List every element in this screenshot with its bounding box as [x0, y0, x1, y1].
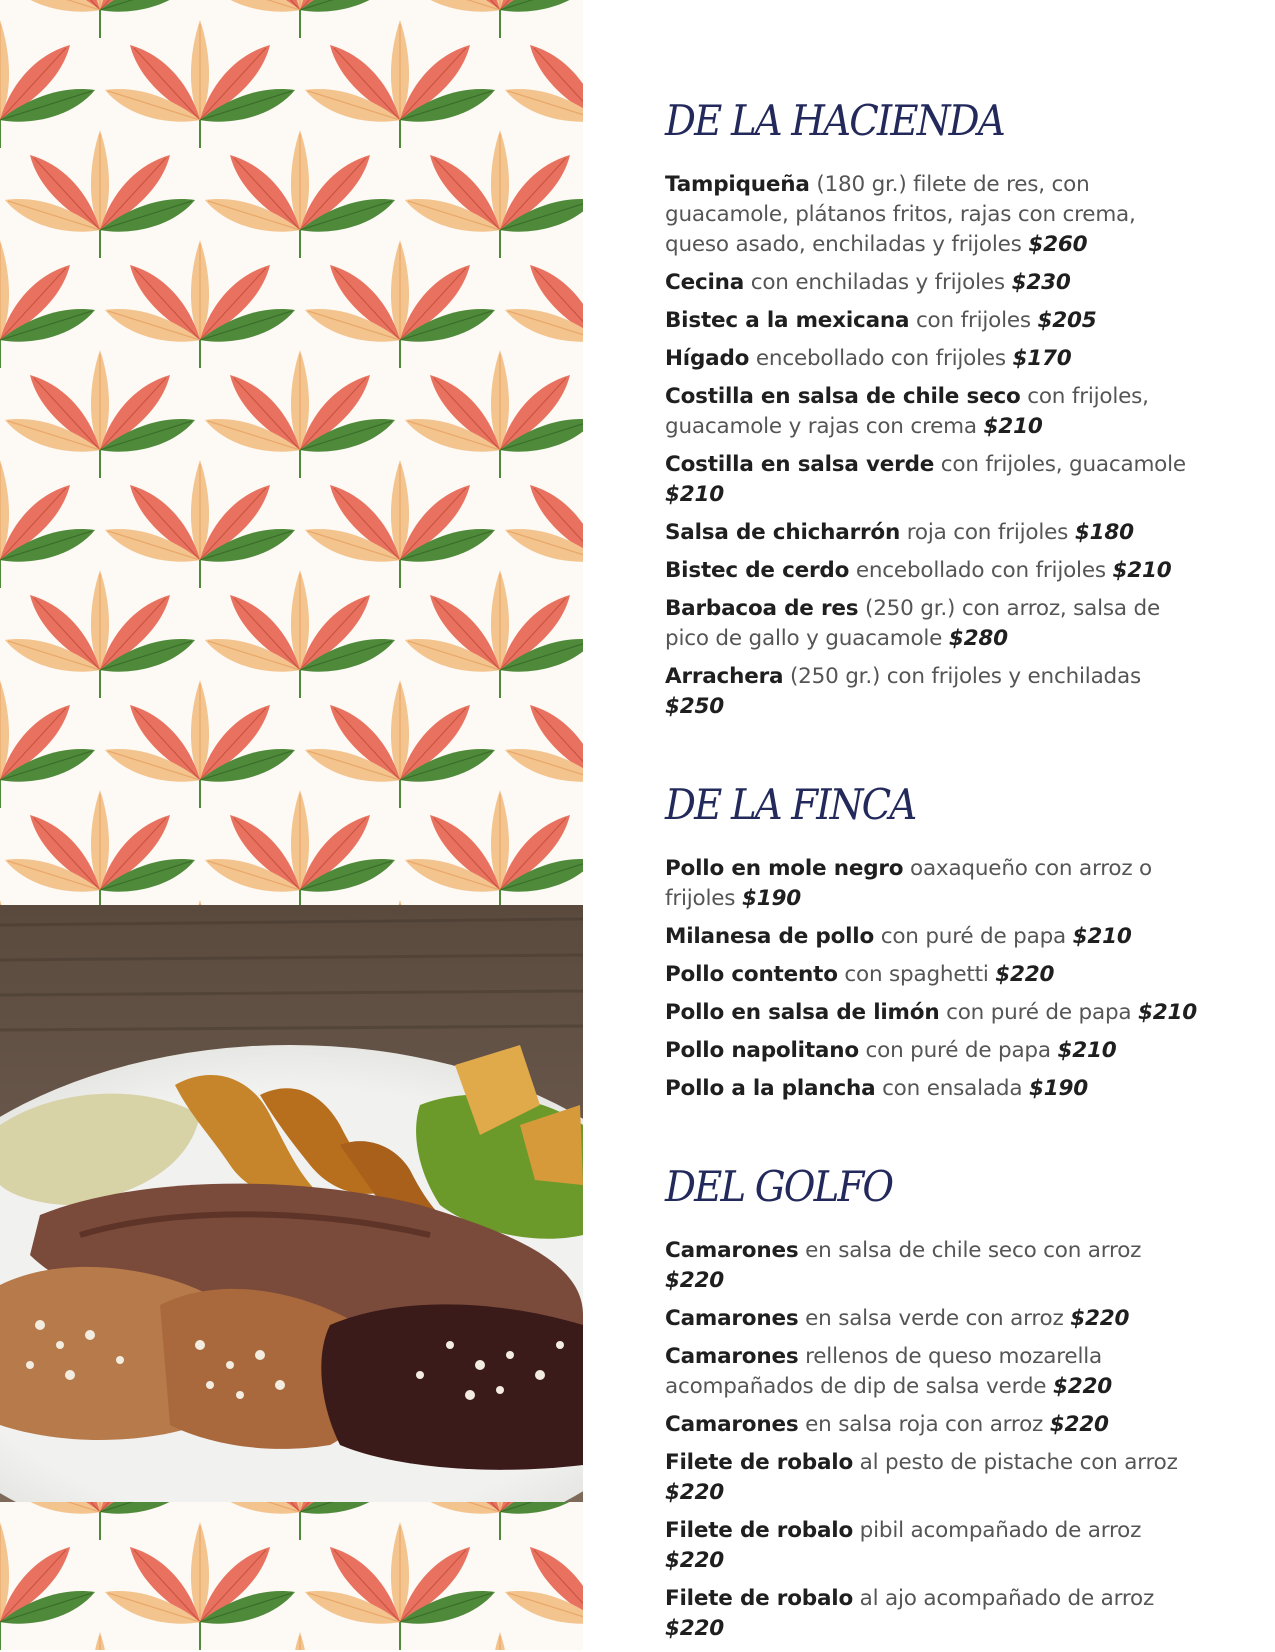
menu-item	[665, 1074, 1205, 1104]
item-price: $210	[1112, 558, 1172, 583]
item-price: $220	[1052, 1374, 1113, 1399]
item-price: $210	[1072, 924, 1132, 949]
item-price: $170	[1012, 346, 1072, 371]
item-price: $220	[1070, 1306, 1130, 1331]
item-name: Camarones	[665, 1412, 799, 1437]
item-description: en salsa verde con arroz	[805, 1306, 1064, 1331]
menu-item	[665, 922, 1205, 952]
item-description: al pesto de pistache con arroz	[859, 1450, 1178, 1475]
item-description: encebollado con frijoles	[855, 558, 1106, 583]
item-description: con frijoles, guacamole	[940, 452, 1186, 477]
menu-item	[665, 1584, 1205, 1644]
item-description: (250 gr.) con arroz, salsa de pico de gallo y guacamole	[665, 596, 1161, 651]
item-description: con puré de papa	[946, 1000, 1132, 1025]
item-description: con enchiladas y frijoles	[750, 270, 1005, 295]
item-description: (180 gr.) filete de res, con guacamole, plátanos fritos, rajas con crema, queso asado, enchiladas y frijoles	[665, 172, 1136, 257]
menu-item	[665, 306, 1205, 336]
menu-content	[665, 96, 1205, 1652]
item-price: $220	[665, 1480, 725, 1505]
item-price: $210	[1057, 1038, 1117, 1063]
decorative-panel	[0, 0, 583, 1650]
item-price: $220	[995, 962, 1055, 987]
menu-section	[665, 1162, 1205, 1644]
item-price: $220	[665, 1548, 725, 1573]
item-price: $180	[1074, 520, 1134, 545]
item-description: con frijoles	[915, 308, 1031, 333]
menu-item	[665, 382, 1205, 442]
menu-item	[665, 518, 1205, 548]
item-name: Costilla en salsa de chile seco	[665, 384, 1021, 409]
item-price: $230	[1011, 270, 1071, 295]
item-price: $210	[665, 482, 725, 507]
menu-section	[665, 780, 1205, 1104]
menu-item	[665, 594, 1205, 654]
menu-item	[665, 662, 1205, 722]
item-description: con ensalada	[882, 1076, 1023, 1101]
item-price: $220	[1049, 1412, 1109, 1437]
item-name: Camarones	[665, 1238, 799, 1263]
tampiquena-plate-photo	[0, 905, 583, 1502]
menu-item	[665, 1036, 1205, 1066]
item-name: Pollo contento	[665, 962, 838, 987]
menu-item	[665, 1342, 1205, 1402]
item-name: Pollo en salsa de limón	[665, 1000, 940, 1025]
menu-item	[665, 344, 1205, 374]
item-price: $190	[741, 886, 801, 911]
item-description: con spaghetti	[844, 962, 989, 987]
menu-item	[665, 450, 1205, 510]
section-title: DEL GOLFO	[665, 1162, 893, 1211]
leaf-pattern-bottom	[0, 1502, 583, 1650]
menu-item	[665, 556, 1205, 586]
section-title: DE LA HACIENDA	[665, 96, 1004, 145]
menu-section	[665, 96, 1205, 722]
item-name: Filete de robalo	[665, 1518, 854, 1543]
item-price: $260	[1028, 232, 1088, 257]
item-name: Camarones	[665, 1306, 799, 1331]
item-price: $220	[665, 1268, 725, 1293]
item-description: (250 gr.) con frijoles y enchiladas	[789, 664, 1141, 689]
menu-item	[665, 960, 1205, 990]
item-price: $190	[1028, 1076, 1088, 1101]
item-name: Filete de robalo	[665, 1586, 854, 1611]
item-price: $220	[665, 1616, 725, 1641]
item-name: Bistec de cerdo	[665, 558, 850, 583]
item-description: en salsa roja con arroz	[805, 1412, 1044, 1437]
item-description: con frijoles, guacamole y rajas con crema	[665, 384, 1149, 439]
item-price: $210	[1138, 1000, 1198, 1025]
item-name: Cecina	[665, 270, 745, 295]
item-description: al ajo acompañado de arroz	[859, 1586, 1155, 1611]
item-name: Pollo napolitano	[665, 1038, 859, 1063]
item-description: oaxaqueño con arroz o frijoles	[665, 856, 1153, 911]
item-price: $250	[665, 694, 725, 719]
item-description: pibil acompañado de arroz	[859, 1518, 1142, 1543]
menu-item	[665, 1236, 1205, 1296]
item-description: con puré de papa	[880, 924, 1066, 949]
item-name: Pollo en mole negro	[665, 856, 904, 881]
item-price: $280	[948, 626, 1008, 651]
leaf-pattern-top	[0, 0, 583, 905]
menu-item	[665, 1304, 1205, 1334]
item-name: Camarones	[665, 1344, 799, 1369]
menu-item	[665, 998, 1205, 1028]
item-name: Hígado	[665, 346, 750, 371]
item-name: Milanesa de pollo	[665, 924, 875, 949]
item-description: con puré de papa	[865, 1038, 1051, 1063]
item-name: Tampiqueña	[665, 172, 810, 197]
menu-item	[665, 1448, 1205, 1508]
item-description: encebollado con frijoles	[755, 346, 1006, 371]
section-title: DE LA FINCA	[665, 780, 916, 829]
item-description: roja con frijoles	[906, 520, 1069, 545]
item-name: Filete de robalo	[665, 1450, 854, 1475]
item-name: Arrachera	[665, 664, 784, 689]
item-price: $210	[983, 414, 1043, 439]
item-name: Pollo a la plancha	[665, 1076, 876, 1101]
item-name: Bistec a la mexicana	[665, 308, 910, 333]
menu-item	[665, 854, 1205, 914]
item-price: $205	[1037, 308, 1097, 333]
item-description: en salsa de chile seco con arroz	[805, 1238, 1142, 1263]
item-name: Salsa de chicharrón	[665, 520, 901, 545]
item-name: Costilla en salsa verde	[665, 452, 935, 477]
menu-item	[665, 170, 1205, 260]
item-name: Barbacoa de res	[665, 596, 859, 621]
item-description: rellenos de queso mozarella acompañados de dip de salsa verde	[665, 1344, 1102, 1399]
menu-item	[665, 1410, 1205, 1440]
menu-item	[665, 268, 1205, 298]
menu-item	[665, 1516, 1205, 1576]
